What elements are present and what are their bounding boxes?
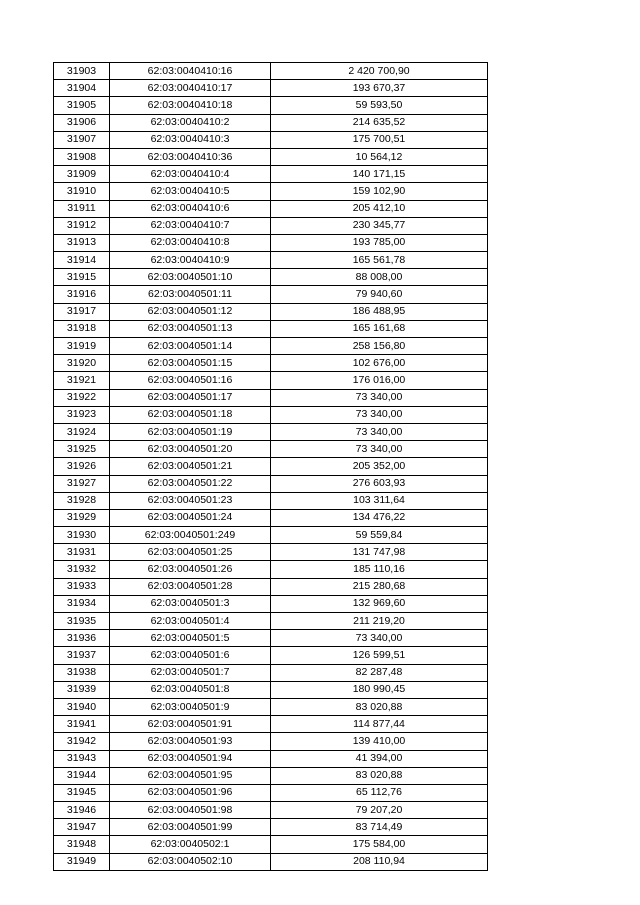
value-cell: 73 340,00 <box>271 630 488 647</box>
value-cell: 83 714,49 <box>271 819 488 836</box>
cadastral-number-cell: 62:03:0040501:7 <box>110 664 271 681</box>
row-number-cell: 31931 <box>54 544 110 561</box>
cadastral-number-cell: 62:03:0040501:22 <box>110 475 271 492</box>
value-cell: 193 670,37 <box>271 80 488 97</box>
value-cell: 79 207,20 <box>271 802 488 819</box>
cadastral-number-cell: 62:03:0040501:99 <box>110 819 271 836</box>
value-cell: 205 352,00 <box>271 458 488 475</box>
cadastral-number-cell: 62:03:0040501:14 <box>110 338 271 355</box>
table-row <box>54 578 488 595</box>
cadastral-number-cell: 62:03:0040501:28 <box>110 578 271 595</box>
value-cell: 83 020,88 <box>271 698 488 715</box>
table-row <box>54 131 488 148</box>
table-row <box>54 509 488 526</box>
row-number-cell: 31943 <box>54 750 110 767</box>
cadastral-number-cell: 62:03:0040410:18 <box>110 97 271 114</box>
table-row <box>54 698 488 715</box>
row-number-cell: 31915 <box>54 269 110 286</box>
cadastral-number-cell: 62:03:0040501:5 <box>110 630 271 647</box>
data-table <box>53 62 488 871</box>
value-cell: 165 561,78 <box>271 252 488 269</box>
row-number-cell: 31932 <box>54 561 110 578</box>
value-cell: 83 020,88 <box>271 767 488 784</box>
value-cell: 59 559,84 <box>271 527 488 544</box>
cadastral-number-cell: 62:03:0040501:6 <box>110 647 271 664</box>
table-row <box>54 767 488 784</box>
row-number-cell: 31933 <box>54 578 110 595</box>
table-row <box>54 389 488 406</box>
value-cell: 65 112,76 <box>271 784 488 801</box>
row-number-cell: 31949 <box>54 853 110 870</box>
table-row <box>54 716 488 733</box>
table-row <box>54 544 488 561</box>
value-cell: 193 785,00 <box>271 234 488 251</box>
value-cell: 159 102,90 <box>271 183 488 200</box>
cadastral-number-cell: 62:03:0040501:26 <box>110 561 271 578</box>
value-cell: 230 345,77 <box>271 217 488 234</box>
cadastral-number-cell: 62:03:0040501:18 <box>110 406 271 423</box>
cadastral-number-cell: 62:03:0040410:7 <box>110 217 271 234</box>
cadastral-number-cell: 62:03:0040501:21 <box>110 458 271 475</box>
table-row <box>54 286 488 303</box>
value-cell: 139 410,00 <box>271 733 488 750</box>
value-cell: 102 676,00 <box>271 355 488 372</box>
cadastral-number-cell: 62:03:0040410:6 <box>110 200 271 217</box>
value-cell: 41 394,00 <box>271 750 488 767</box>
value-cell: 73 340,00 <box>271 406 488 423</box>
row-number-cell: 31940 <box>54 698 110 715</box>
row-number-cell: 31905 <box>54 97 110 114</box>
cadastral-number-cell: 62:03:0040410:16 <box>110 63 271 80</box>
row-number-cell: 31908 <box>54 148 110 165</box>
value-cell: 79 940,60 <box>271 286 488 303</box>
table-row <box>54 372 488 389</box>
value-cell: 186 488,95 <box>271 303 488 320</box>
cadastral-number-cell: 62:03:0040501:94 <box>110 750 271 767</box>
row-number-cell: 31945 <box>54 784 110 801</box>
row-number-cell: 31921 <box>54 372 110 389</box>
table-row <box>54 681 488 698</box>
row-number-cell: 31944 <box>54 767 110 784</box>
table-row <box>54 561 488 578</box>
table-row <box>54 338 488 355</box>
row-number-cell: 31917 <box>54 303 110 320</box>
cadastral-number-cell: 62:03:0040501:249 <box>110 527 271 544</box>
cadastral-number-cell: 62:03:0040501:24 <box>110 509 271 526</box>
value-cell: 114 877,44 <box>271 716 488 733</box>
row-number-cell: 31926 <box>54 458 110 475</box>
row-number-cell: 31928 <box>54 492 110 509</box>
row-number-cell: 31910 <box>54 183 110 200</box>
table-row <box>54 647 488 664</box>
row-number-cell: 31929 <box>54 509 110 526</box>
row-number-cell: 31911 <box>54 200 110 217</box>
row-number-cell: 31903 <box>54 63 110 80</box>
cadastral-number-cell: 62:03:0040410:4 <box>110 166 271 183</box>
row-number-cell: 31923 <box>54 406 110 423</box>
cadastral-number-cell: 62:03:0040501:20 <box>110 441 271 458</box>
value-cell: 208 110,94 <box>271 853 488 870</box>
table-row <box>54 613 488 630</box>
row-number-cell: 31942 <box>54 733 110 750</box>
value-cell: 59 593,50 <box>271 97 488 114</box>
table-row <box>54 200 488 217</box>
row-number-cell: 31925 <box>54 441 110 458</box>
table-row <box>54 750 488 767</box>
row-number-cell: 31935 <box>54 613 110 630</box>
value-cell: 103 311,64 <box>271 492 488 509</box>
table-row <box>54 733 488 750</box>
row-number-cell: 31909 <box>54 166 110 183</box>
cadastral-number-cell: 62:03:0040501:8 <box>110 681 271 698</box>
value-cell: 134 476,22 <box>271 509 488 526</box>
table-row <box>54 492 488 509</box>
row-number-cell: 31904 <box>54 80 110 97</box>
table-row <box>54 406 488 423</box>
value-cell: 82 287,48 <box>271 664 488 681</box>
row-number-cell: 31906 <box>54 114 110 131</box>
table-row <box>54 819 488 836</box>
table-row <box>54 630 488 647</box>
table-row <box>54 441 488 458</box>
table-row <box>54 63 488 80</box>
table-row <box>54 303 488 320</box>
cadastral-number-cell: 62:03:0040410:17 <box>110 80 271 97</box>
row-number-cell: 31913 <box>54 234 110 251</box>
table-row <box>54 183 488 200</box>
cadastral-number-cell: 62:03:0040501:16 <box>110 372 271 389</box>
cadastral-number-cell: 62:03:0040410:9 <box>110 252 271 269</box>
value-cell: 2 420 700,90 <box>271 63 488 80</box>
value-cell: 126 599,51 <box>271 647 488 664</box>
value-cell: 175 584,00 <box>271 836 488 853</box>
table-row <box>54 458 488 475</box>
cadastral-number-cell: 62:03:0040501:13 <box>110 320 271 337</box>
value-cell: 185 110,16 <box>271 561 488 578</box>
value-cell: 73 340,00 <box>271 423 488 440</box>
row-number-cell: 31947 <box>54 819 110 836</box>
table-row <box>54 320 488 337</box>
cadastral-number-cell: 62:03:0040502:10 <box>110 853 271 870</box>
row-number-cell: 31936 <box>54 630 110 647</box>
cadastral-number-cell: 62:03:0040501:19 <box>110 423 271 440</box>
value-cell: 175 700,51 <box>271 131 488 148</box>
table-row <box>54 80 488 97</box>
value-cell: 73 340,00 <box>271 441 488 458</box>
row-number-cell: 31937 <box>54 647 110 664</box>
cadastral-number-cell: 62:03:0040501:10 <box>110 269 271 286</box>
row-number-cell: 31941 <box>54 716 110 733</box>
row-number-cell: 31939 <box>54 681 110 698</box>
cadastral-number-cell: 62:03:0040501:93 <box>110 733 271 750</box>
row-number-cell: 31924 <box>54 423 110 440</box>
row-number-cell: 31920 <box>54 355 110 372</box>
cadastral-number-cell: 62:03:0040501:15 <box>110 355 271 372</box>
row-number-cell: 31922 <box>54 389 110 406</box>
value-cell: 165 161,68 <box>271 320 488 337</box>
table-row <box>54 423 488 440</box>
cadastral-number-cell: 62:03:0040410:36 <box>110 148 271 165</box>
table-row <box>54 664 488 681</box>
cadastral-number-cell: 62:03:0040501:17 <box>110 389 271 406</box>
cadastral-number-cell: 62:03:0040501:4 <box>110 613 271 630</box>
value-cell: 88 008,00 <box>271 269 488 286</box>
cadastral-number-cell: 62:03:0040501:25 <box>110 544 271 561</box>
cadastral-number-cell: 62:03:0040501:91 <box>110 716 271 733</box>
row-number-cell: 31907 <box>54 131 110 148</box>
cadastral-number-cell: 62:03:0040501:11 <box>110 286 271 303</box>
table-body <box>54 63 488 871</box>
row-number-cell: 31916 <box>54 286 110 303</box>
table-row <box>54 234 488 251</box>
table-row <box>54 217 488 234</box>
cadastral-number-cell: 62:03:0040501:9 <box>110 698 271 715</box>
cadastral-number-cell: 62:03:0040501:23 <box>110 492 271 509</box>
value-cell: 140 171,15 <box>271 166 488 183</box>
row-number-cell: 31948 <box>54 836 110 853</box>
value-cell: 205 412,10 <box>271 200 488 217</box>
table-row <box>54 802 488 819</box>
cadastral-number-cell: 62:03:0040501:96 <box>110 784 271 801</box>
cadastral-number-cell: 62:03:0040410:5 <box>110 183 271 200</box>
value-cell: 131 747,98 <box>271 544 488 561</box>
value-cell: 215 280,68 <box>271 578 488 595</box>
table-row <box>54 355 488 372</box>
value-cell: 73 340,00 <box>271 389 488 406</box>
row-number-cell: 31946 <box>54 802 110 819</box>
table-row <box>54 475 488 492</box>
cadastral-number-cell: 62:03:0040502:1 <box>110 836 271 853</box>
row-number-cell: 31918 <box>54 320 110 337</box>
value-cell: 176 016,00 <box>271 372 488 389</box>
row-number-cell: 31934 <box>54 595 110 612</box>
value-cell: 211 219,20 <box>271 613 488 630</box>
value-cell: 258 156,80 <box>271 338 488 355</box>
value-cell: 214 635,52 <box>271 114 488 131</box>
row-number-cell: 31914 <box>54 252 110 269</box>
value-cell: 10 564,12 <box>271 148 488 165</box>
cadastral-number-cell: 62:03:0040410:8 <box>110 234 271 251</box>
table-row <box>54 97 488 114</box>
table-row <box>54 269 488 286</box>
row-number-cell: 31919 <box>54 338 110 355</box>
cadastral-number-cell: 62:03:0040501:98 <box>110 802 271 819</box>
table-row <box>54 114 488 131</box>
value-cell: 180 990,45 <box>271 681 488 698</box>
table-row <box>54 166 488 183</box>
row-number-cell: 31912 <box>54 217 110 234</box>
table-row <box>54 595 488 612</box>
row-number-cell: 31938 <box>54 664 110 681</box>
table-row <box>54 252 488 269</box>
table-row <box>54 836 488 853</box>
table-row <box>54 784 488 801</box>
cadastral-number-cell: 62:03:0040410:2 <box>110 114 271 131</box>
cadastral-number-cell: 62:03:0040501:95 <box>110 767 271 784</box>
row-number-cell: 31927 <box>54 475 110 492</box>
value-cell: 276 603,93 <box>271 475 488 492</box>
cadastral-number-cell: 62:03:0040501:3 <box>110 595 271 612</box>
table-row <box>54 527 488 544</box>
value-cell: 132 969,60 <box>271 595 488 612</box>
cadastral-number-cell: 62:03:0040410:3 <box>110 131 271 148</box>
table-row <box>54 853 488 870</box>
row-number-cell: 31930 <box>54 527 110 544</box>
cadastral-number-cell: 62:03:0040501:12 <box>110 303 271 320</box>
table-row <box>54 148 488 165</box>
